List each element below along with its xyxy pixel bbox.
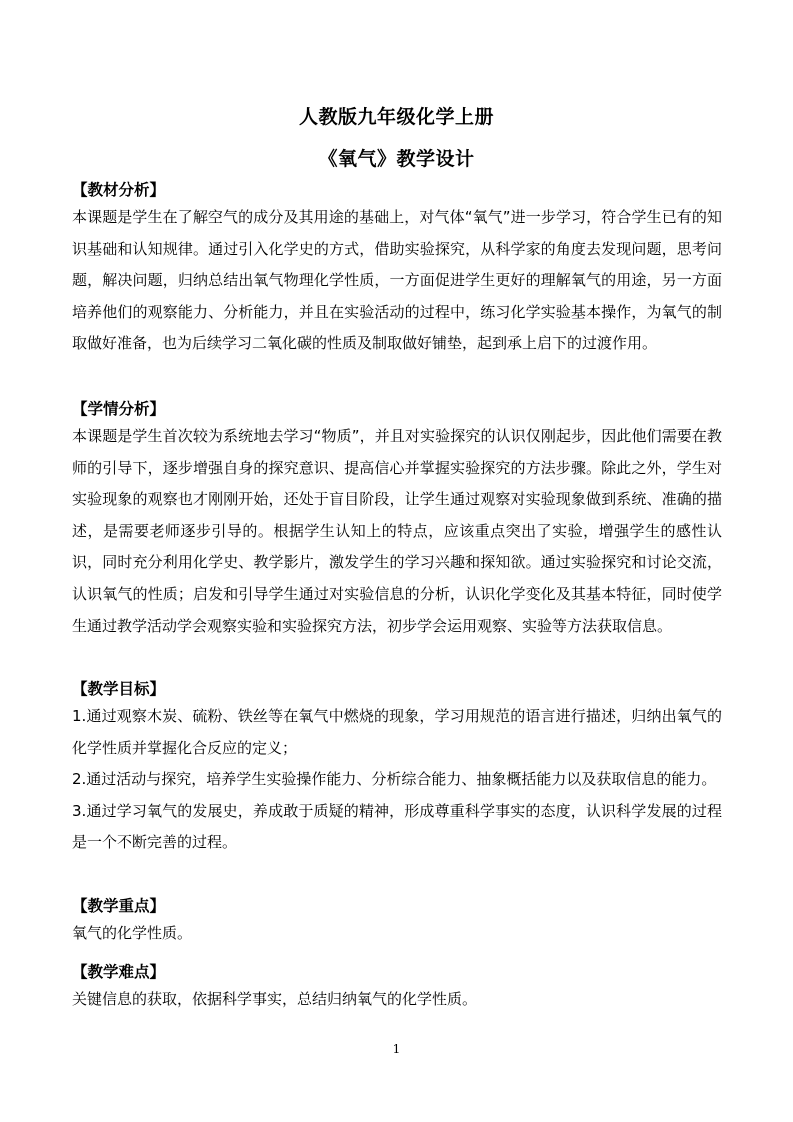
section-heading: 【教学重点】	[72, 897, 166, 915]
section-body: 关键信息的获取，依据科学事实，总结归纳氧气的化学性质。	[72, 990, 478, 1008]
section-body: 氧气的化学性质。	[72, 924, 193, 942]
document-subtitle: 《氧气》教学设计	[318, 148, 475, 170]
section-heading: 【教材分析】	[72, 181, 166, 199]
page-number: 1	[392, 1042, 401, 1056]
section-textbook-analysis	[72, 180, 722, 360]
section-student-analysis	[72, 399, 722, 642]
section-heading: 【学情分析】	[72, 400, 166, 418]
section-body: 本课题是学生首次较为系统地去学习“物质”，并且对实验探究的认识仅刚起步，因此他们需要在教师的引导下，逐步增强自身的探究意识、提高信心并掌握实验探究的方法步骤。除此之外，学生对实验现象的观察也才刚刚开始，还处于盲目阶段，让学生通过观察对实验现象做到系统、准确的描述，是需要老师逐步引导的。根据学生认知上的特点，应该重点突出了实验，增强学生的感性认识，同时充分利用化学史、教学影片，激发学生的学习兴趣和探知欲。通过实验探究和讨论交流，认识氧气的性质；启发和引导学生通过对实验信息的分析，认识化学变化及其基本特征，同时使学生通过教学活动学会观察实验和实验探究方法，初步学会运用观察、实验等方法获取信息。	[72, 427, 722, 635]
section-heading: 【教学目标】	[72, 680, 166, 698]
document-title: 人教版九年级化学上册	[298, 106, 494, 128]
objective-item: 1.通过观察木炭、硫粉、铁丝等在氧气中燃烧的现象，学习用规范的语言进行描述，归纳出氧气的化学性质并掌握化合反应的定义；	[72, 707, 722, 757]
section-key-points	[72, 896, 722, 950]
objective-item: 2.通过活动与探究，培养学生实验操作能力、分析综合能力、抽象概括能力以及获取信息的能力。	[72, 770, 717, 789]
section-difficulties	[72, 962, 722, 1016]
objective-item: 3.通过学习氧气的发展史，养成敢于质疑的精神，形成尊重科学事实的态度，认识科学发展的过程是一个不断完善的过程。	[72, 801, 722, 852]
section-objectives	[72, 679, 722, 859]
section-heading: 【教学难点】	[72, 963, 166, 981]
section-body: 本课题是学生在了解空气的成分及其用途的基础上，对气体“氧气”进一步学习，符合学生已有的知识基础和认知规律。通过引入化学史的方式，借助实验探究，从科学家的角度去发现问题，思考问题，解决问题，归纳总结出氧气物理化学性质，一方面促进学生更好的理解氧气的用途，另一方面培养他们的观察能力、分析能力，并且在实验活动的过程中，练习化学实验基本操作，为氧气的制取做好准备，也为后续学习二氧化碳的性质及制取做好铺垫，起到承上启下的过渡作用。	[72, 208, 722, 353]
